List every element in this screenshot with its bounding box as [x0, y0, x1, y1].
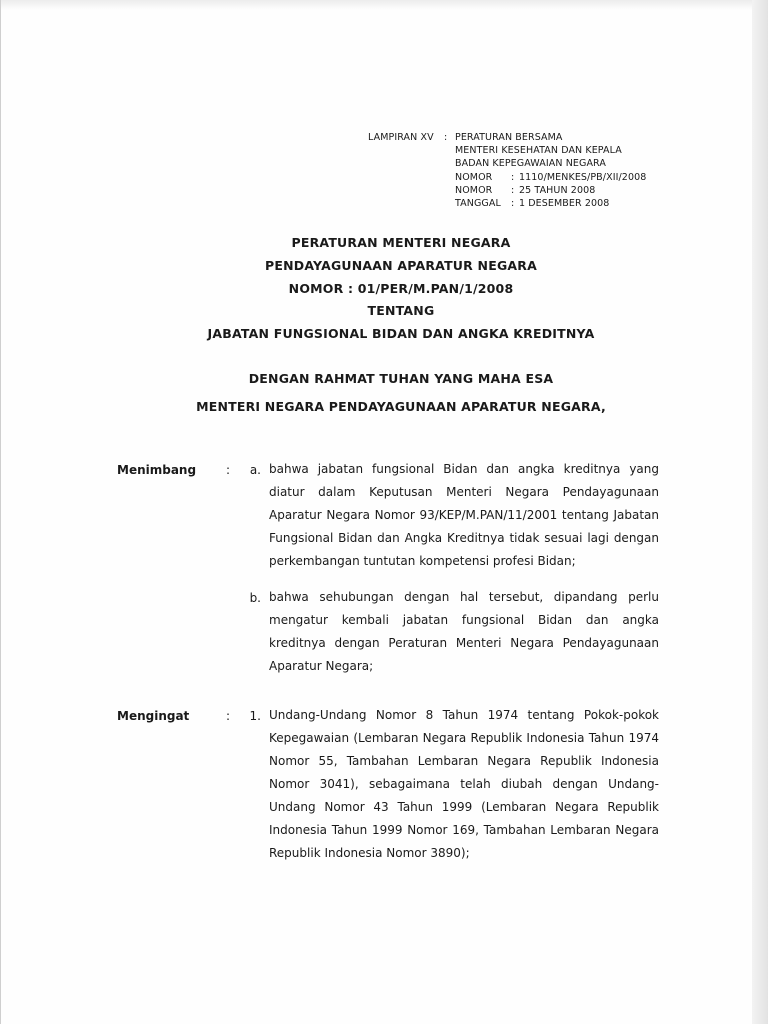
lampiran-block — [368, 131, 675, 210]
lampiran-line: MENTERI KESEHATAN DAN KEPALA — [455, 145, 622, 157]
menimbang-marker-a: a. — [249, 463, 261, 477]
lampiran-field-sep: : — [511, 184, 515, 196]
heading-line-6: DENGAN RAHMAT TUHAN YANG MAHA ESA — [248, 371, 554, 386]
menimbang-label: Menimbang — [117, 463, 197, 477]
menimbang-item-a: bahwa jabatan fungsional Bidan dan angka kreditnya yang diatur dalam Keputusan Menteri Negara Pendayagunaan Aparatur Negara Nomor 93/KEP/M.PAN/11/2001 tentang Jabatan Fungsional Bidan dan Angka Kreditnya tidak sesuai lagi dengan perkembangan tuntutan kompetensi profesi Bidan; — [269, 462, 659, 568]
lampiran-field-value: 25 TAHUN 2008 — [519, 184, 596, 196]
lampiran-field — [455, 197, 675, 210]
heading-line-7: MENTERI NEGARA PENDAYAGUNAAN APARATUR NEGARA, — [196, 399, 606, 414]
lampiran-field-value: 1110/MENKES/PB/XII/2008 — [519, 171, 647, 183]
mengingat-colon: : — [226, 709, 231, 723]
menimbang-colon: : — [226, 463, 231, 477]
mengingat-label: Mengingat — [117, 709, 190, 723]
lampiran-line: PERATURAN BERSAMA — [455, 132, 563, 143]
heading-line-3: NOMOR : 01/PER/M.PAN/1/2008 — [288, 281, 514, 296]
lampiran-label: LAMPIRAN XV — [368, 132, 434, 143]
lampiran-colon: : — [444, 132, 448, 143]
lampiran-field-sep: : — [511, 198, 515, 210]
heading-line-2: PENDAYAGUNAAN APARATUR NEGARA — [265, 258, 537, 273]
heading-line-5: JABATAN FUNGSIONAL BIDAN DAN ANGKA KREDITNYA — [207, 326, 595, 341]
heading-line-4: TENTANG — [367, 303, 435, 318]
lampiran-field-key: TANGGAL — [455, 198, 501, 210]
lampiran-field-key: NOMOR — [455, 171, 493, 183]
lampiran-content — [455, 131, 675, 210]
heading-line-1: PERATURAN MENTERI NEGARA — [291, 235, 511, 250]
lampiran-field — [455, 171, 675, 184]
lampiran-field-key: NOMOR — [455, 184, 493, 196]
menimbang-item-b: bahwa sehubungan dengan hal tersebut, dipandang perlu mengatur kembali jabatan fungsional Bidan dan angka kreditnya dengan Peraturan Menteri Negara Pendayagunaan Aparatur Negara; — [269, 590, 659, 673]
lampiran-field — [455, 184, 675, 197]
lampiran-line: BADAN KEPEGAWAIAN NEGARA — [455, 158, 606, 170]
menimbang-marker-b: b. — [249, 591, 261, 605]
mengingat-item-1: Undang-Undang Nomor 8 Tahun 1974 tentang Pokok-pokok Kepegawaian (Lembaran Negara Republik Indonesia Tahun 1974 Nomor 55, Tambahan Lembaran Negara Republik Indonesia Nomor 3041), sebagaimana telah diubah dengan Undang-Undang Nomor 43 Tahun 1999 (Lembaran Negara Republik Indonesia Tahun 1999 Nomor 169, Tambahan Lembaran Negara Republik Indonesia Nomor 3890); — [269, 708, 659, 860]
lampiran-field-sep: : — [511, 171, 515, 183]
page-right-edge — [752, 0, 768, 1024]
lampiran-field-value: 1 DESEMBER 2008 — [519, 198, 610, 210]
page-top-edge — [1, 0, 768, 10]
mengingat-marker-1: 1. — [249, 709, 261, 723]
